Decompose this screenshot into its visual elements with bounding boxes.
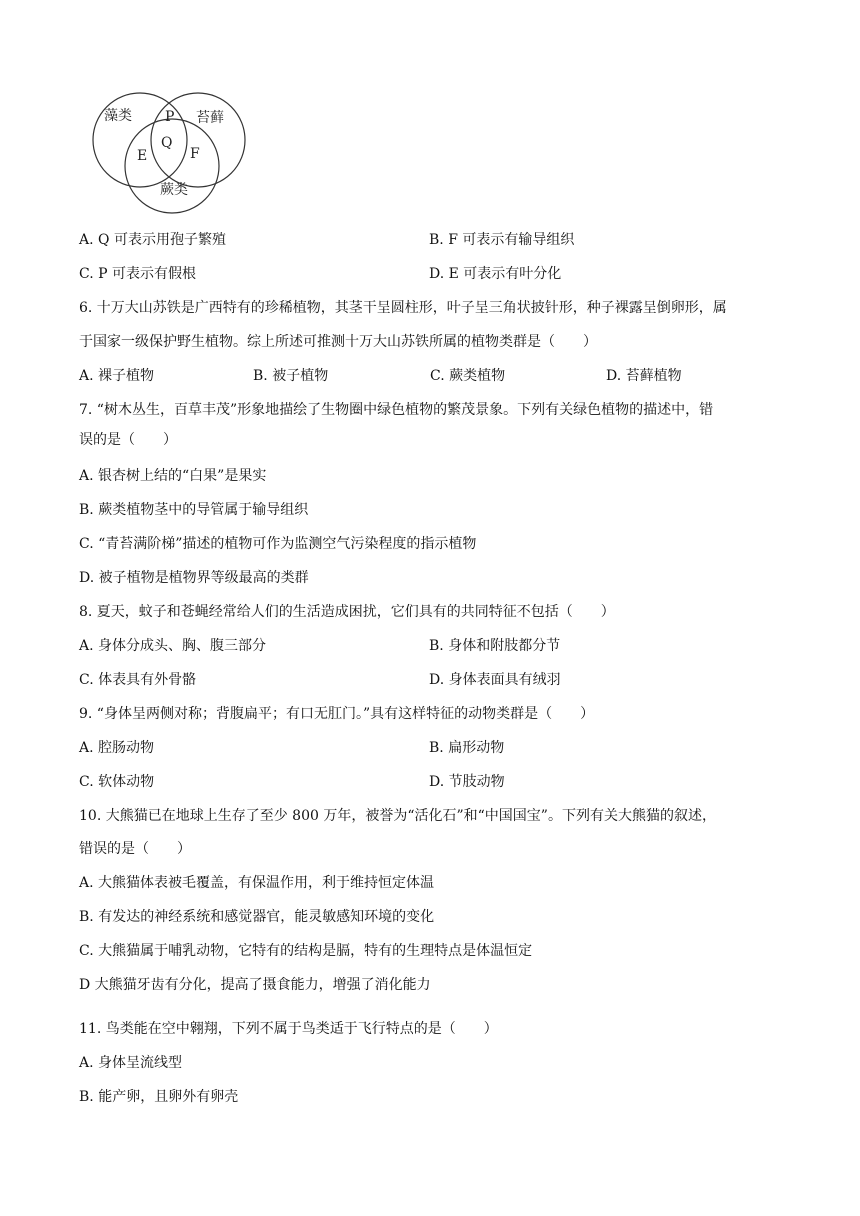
q10-option-c: C. 大熊猫属于哺乳动物，它特有的结构是膈，特有的生理特点是体温恒定 [79,943,533,959]
q8-stem: 8. 夏天，蚊子和苍蝇经常给人们的生活造成困扰，它们具有的共同特征不包括（ ） [79,604,615,620]
q9-option-d: D. 节肢动物 [429,774,505,790]
q5-option-a: A. Q 可表示用孢子繁殖 [79,232,226,248]
venn-diagram [88,82,260,214]
q8-option-d: D. 身体表面具有绒羽 [429,672,561,688]
q10-option-d: D 大熊猫牙齿有分化，提高了摄食能力，增强了消化能力 [79,977,431,993]
q6-option-b: B. 被子植物 [253,368,329,384]
q9-stem: 9. “身体呈两侧对称；背腹扁平；有口无肛门。”具有这样特征的动物类群是（ ） [79,706,595,722]
q11-option-b: B. 能产卵，且卵外有卵壳 [79,1089,239,1105]
q10-option-b: B. 有发达的神经系统和感觉器官，能灵敏感知环境的变化 [79,909,435,925]
q8-option-c: C. 体表具有外骨骼 [79,672,197,688]
q11-option-a: A. 身体呈流线型 [79,1055,183,1071]
region-p-label: P [165,109,175,125]
q7-option-d: D. 被子植物是植物界等级最高的类群 [79,570,309,586]
q7-stem-line2: 误的是（ ） [79,432,177,448]
q7-option-b: B. 蕨类植物茎中的导管属于输导组织 [79,502,309,518]
q5-option-c: C. P 可表示有假根 [79,266,196,282]
q6-option-d: D. 苔藓植物 [606,368,682,384]
q9-option-a: A. 腔肠动物 [79,740,155,756]
q9-option-b: B. 扁形动物 [429,740,505,756]
q8-option-a: A. 身体分成头、胸、腹三部分 [79,638,267,654]
q10-option-a: A. 大熊猫体表被毛覆盖，有保温作用，利于维持恒定体温 [79,875,435,891]
q7-option-a: A. 银杏树上结的“白果”是果实 [79,468,267,484]
region-q-label: Q [161,135,173,151]
q9-option-c: C. 软体动物 [79,774,155,790]
q10-stem-line1: 10. 大熊猫已在地球上生存了至少 800 万年，被誉为“活化石”和“中国国宝”。下列有关大熊猫的叙述， [79,808,716,824]
q6-stem-line1: 6. 十万大山苏铁是广西特有的珍稀植物，其茎干呈圆柱形，叶子呈三角状披针形，种子裸露呈倒卵形，属 [79,300,727,316]
q5-option-b: B. F 可表示有输导组织 [429,232,575,248]
q6-option-c: C. 蕨类植物 [430,368,506,384]
q7-stem-line1: 7. “树木丛生，百草丰茂”形象地描绘了生物圈中绿色植物的繁茂景象。下列有关绿色植物的描述中，错 [79,402,714,418]
q5-option-d: D. E 可表示有叶分化 [429,266,562,282]
region-f-label: F [190,146,200,162]
q10-stem-line2: 错误的是（ ） [79,841,191,857]
q11-stem: 11. 鸟类能在空中翱翔，下列不属于鸟类适于飞行特点的是（ ） [79,1021,498,1037]
fern-circle [125,119,219,213]
moss-label: 苔藓 [196,110,224,126]
q6-stem-line2: 于国家一级保护野生植物。综上所述可推测十万大山苏铁所属的植物类群是（ ） [79,334,597,350]
region-e-label: E [137,148,148,164]
q6-option-a: A. 裸子植物 [79,368,155,384]
q7-option-c: C. “青苔满阶梯”描述的植物可作为监测空气污染程度的指示植物 [79,536,477,552]
fern-label: 蕨类 [160,182,188,198]
algae-label: 藻类 [104,108,132,124]
q8-option-b: B. 身体和附肢都分节 [429,638,561,654]
